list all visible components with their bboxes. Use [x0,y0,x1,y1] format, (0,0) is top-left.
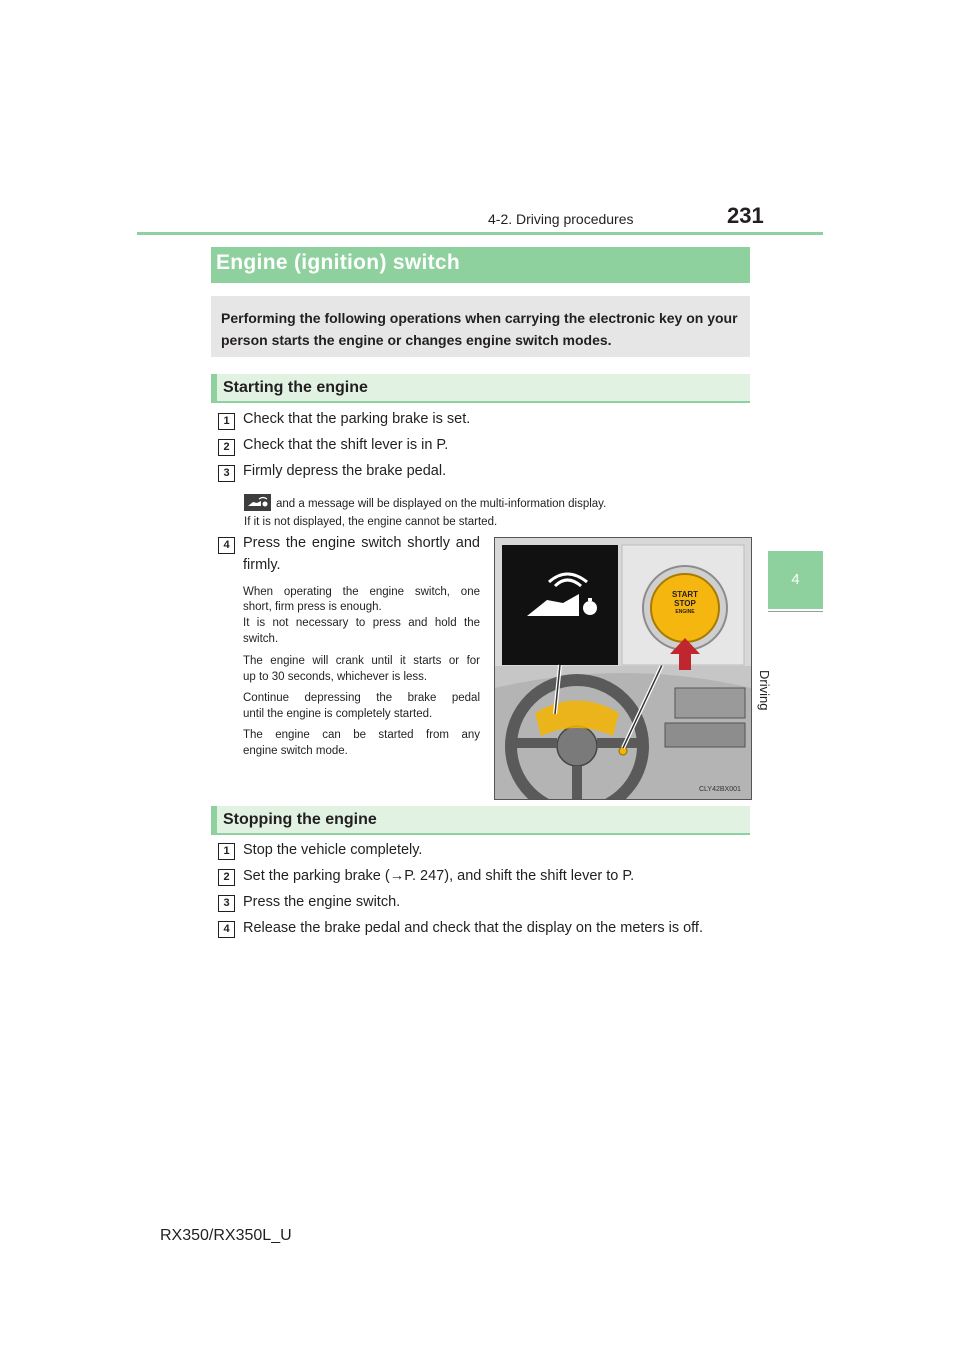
start-step-3-text: Firmly depress the brake pedal. [243,463,447,479]
step-4-note-2-line-2: up to 30 seconds, whichever is less. [243,671,428,683]
header-rule [137,232,823,235]
step-4-note-1-line-3: It is not necessary to press and hold the [243,617,480,629]
page-number: 231 [727,203,764,228]
page-title: Engine (ignition) switch [216,251,461,274]
step-4-note-3-line-1: Continue depressing the brake pedal [243,692,480,704]
stop-step-2-text: Set the parking brake (→P. 247), and shift the shift lever to P. [243,868,635,884]
step-4-note-2-line-1: The engine will crank until it starts or for [243,655,480,667]
start-step-3-number: 3 [218,465,235,482]
intro-text: Performing the following operations when carrying the electronic key on your person starts the engine or changes engine switch modes. [221,310,738,348]
chapter-divider [768,611,823,612]
start-step-1-text: Check that the parking brake is set. [243,411,471,427]
stop-step-4-number: 4 [218,921,235,938]
step-4-note-4-line-1: The engine can be started from any [243,729,480,741]
step-4-note-1-line-1: When operating the engine switch, one [243,586,480,598]
stopping-heading: Stopping the engine [223,811,377,828]
start-step-4-text-line-2: firmly. [243,557,281,573]
step-4-note-3-line-2: until the engine is completely started. [243,708,433,720]
stop-step-1-number: 1 [218,843,235,860]
start-step-1-number: 1 [218,413,235,430]
stop-step-4-text: Release the brake pedal and check that the display on the meters is off. [243,920,703,936]
starting-heading: Starting the engine [223,379,368,396]
step-4-note-1-line-2: short, firm press is enough. [243,601,382,613]
chapter-title-text: Driving [757,670,772,711]
start-step-2-text: Check that the shift lever is in P. [243,437,449,453]
button-label-engine: ENGINE [675,609,695,615]
engine-switch-illustration [494,537,752,800]
button-label-start: START [671,590,699,599]
chapter-number: 4 [791,571,800,588]
step-3-note-line-1: and a message will be displayed on the multi-information display. [276,498,607,510]
key-indicator-icon [244,494,271,511]
stop-step-3-number: 3 [218,895,235,912]
step-4-note-1-line-4: switch. [243,633,279,645]
starting-heading-accent [211,374,217,403]
step-3-note-line-2: If it is not displayed, the engine cannot be started. [244,516,498,528]
footer-model: RX350/RX350L_U [160,1227,292,1244]
start-step-4-number: 4 [218,537,235,554]
chapter-title [757,618,792,711]
illustration-code: CLY42BX001 [699,786,741,793]
start-step-2-number: 2 [218,439,235,456]
stop-step-2-number: 2 [218,869,235,886]
stop-step-3-text: Press the engine switch. [243,894,401,910]
step-4-note-4-line-2: engine switch mode. [243,745,348,757]
button-label-stop: STOP [674,599,696,608]
section-label: 4-2. Driving procedures [488,211,634,227]
stopping-heading-accent [211,806,217,835]
stop-step-1-text: Stop the vehicle completely. [243,842,423,858]
start-step-4-text-line-1: Press the engine switch shortly and [243,535,480,551]
